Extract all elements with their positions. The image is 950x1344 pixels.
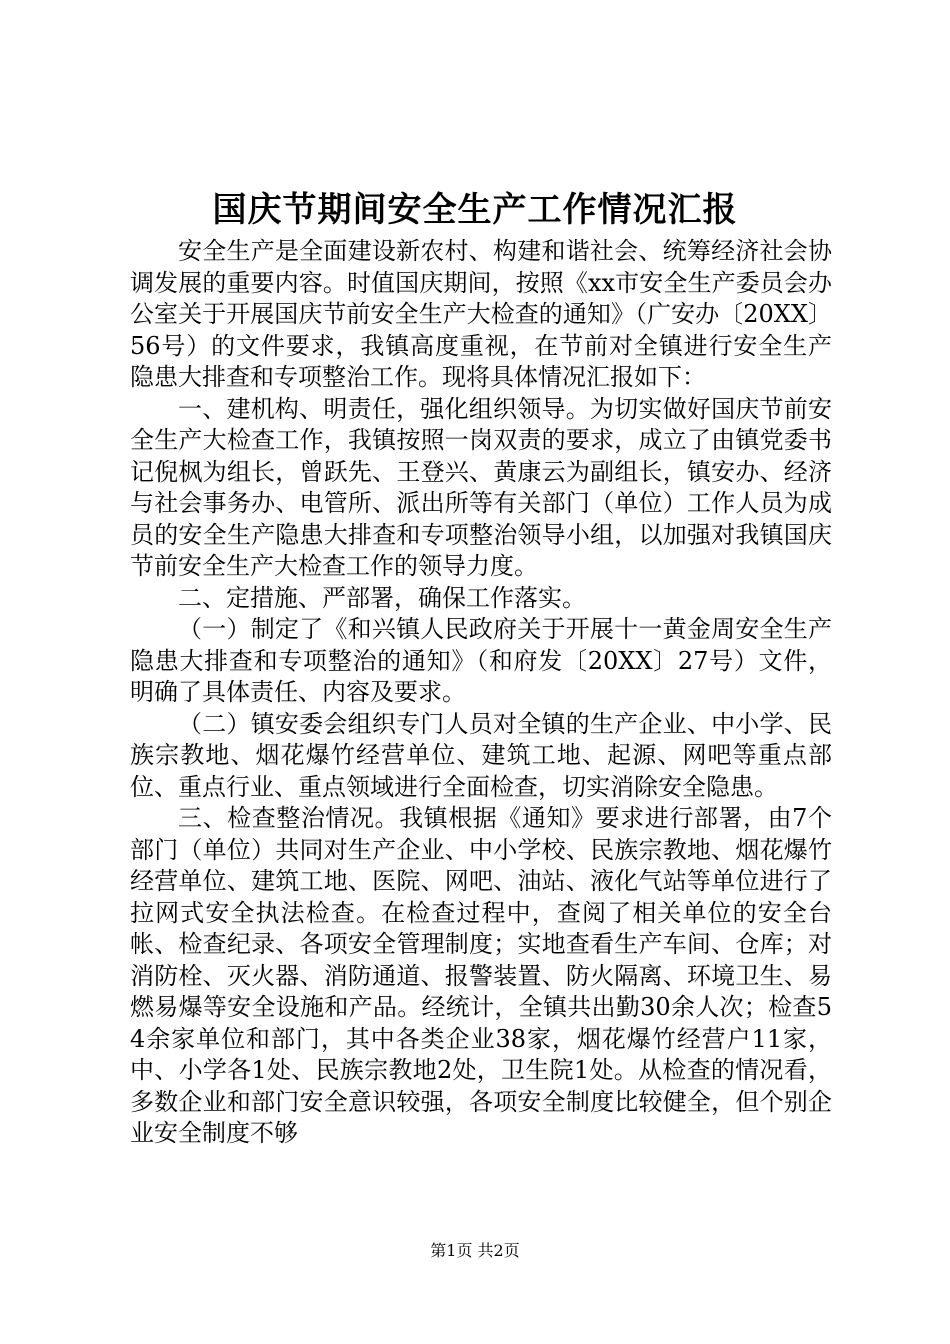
paragraph-section-3: 三、检查整治情况。我镇根据《通知》要求进行部署，由7个部门（单位）共同对生产企业、中小学校、民族宗教地、烟花爆竹经营单位、建筑工地、医院、网吧、油站、液化气站等单位进行了拉网式安全执法检查。在检查过程中，查阅了相关单位的安全台帐、检查纪录、各项安全管理制度；实地查看生产车间、仓库；对消防栓、灭火器、消防通道、报警装置、防火隔离、环境卫生、易燃易爆等安全设施和产品。经统计，全镇共出勤30余人次；检查54余家单位和部门，其中各类企业38家，烟花爆竹经营户11家，中、小学各1处、民族宗教地2处，卫生院1处。从检查的情况看，多数企业和部门安全意识较强，各项安全制度比较健全，但个别企业安全制度不够	[130, 804, 832, 1147]
paragraph-section-2: 二、定措施、严部署，确保工作落实。	[178, 583, 586, 612]
document-body	[130, 236, 832, 1150]
page-number-footer: 第1页 共2页	[430, 1241, 520, 1260]
paragraph-section-2-item-2: （二）镇安委会组织专门人员对全镇的生产企业、中小学、民族宗教地、烟花爆竹经营单位、建筑工地、起源、网吧等重点部位、重点行业、重点领域进行全面检查，切实消除安全隐患。	[130, 709, 832, 801]
paragraph-section-2-item-1: （一）制定了《和兴镇人民政府关于开展十一黄金周安全生产隐患大排查和专项整治的通知》（和府发〔20XX〕27号）文件，明确了具体责任、内容及要求。	[130, 615, 832, 706]
document-title: 国庆节期间安全生产工作情况汇报	[212, 190, 738, 230]
paragraph-section-1: 一、建机构、明责任，强化组织领导。为切实做好国庆节前安全生产大检查工作，我镇按照一岗双责的要求，成立了由镇党委书记倪枫为组长，曾跃先、王登兴、黄康云为副组长，镇安办、经济与社会事务办、电管所、派出所等有关部门（单位）工作人员为成员的安全生产隐患大排查和专项整治领导小组，以加强对我镇国庆节前安全生产大检查工作的领导力度。	[130, 394, 832, 580]
paragraph-intro: 安全生产是全面建设新农村、构建和谐社会、统筹经济社会协调发展的重要内容。时值国庆期间，按照《xx市安全生产委员会办公室关于开展国庆节前安全生产大检查的通知》（广安办〔20XX〕56号）的文件要求，我镇高度重视，在节前对全镇进行安全生产隐患大排查和专项整治工作。现将具体情况汇报如下：	[130, 237, 832, 391]
